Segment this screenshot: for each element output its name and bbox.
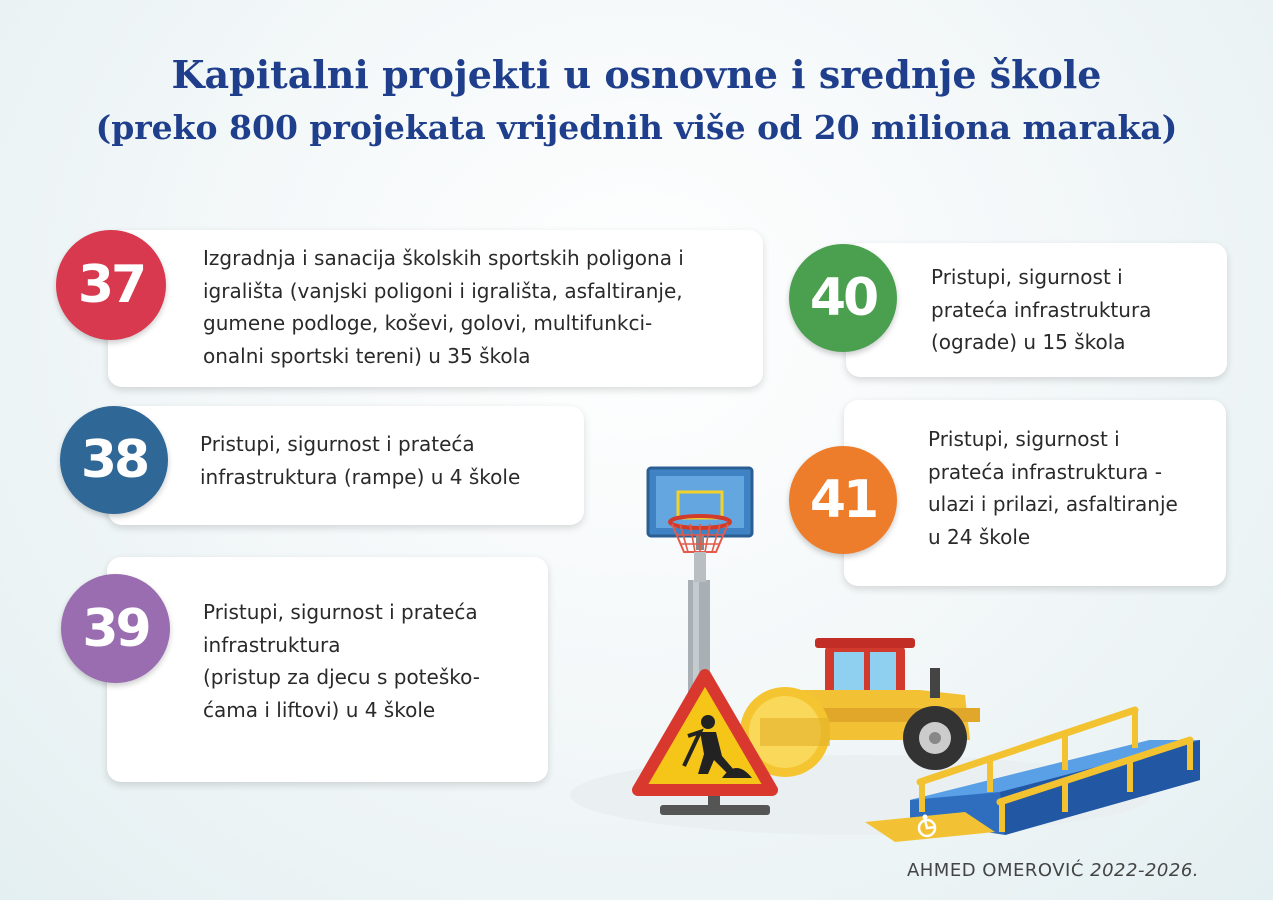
page-subtitle: (preko 800 projekata vrijednih više od 20 miliona maraka) [95, 108, 1178, 147]
page-title: Kapitalni projekti u osnovne i srednje škole [171, 52, 1102, 97]
project-text: Pristupi, sigurnost i prateća infrastruktura - ulazi i prilazi, asfaltiranje u 24 škole [928, 427, 1178, 549]
author-name: AHMED OMEROVIĆ [906, 860, 1084, 881]
project-card-39 [107, 557, 548, 782]
road-work-sign-icon [638, 675, 772, 815]
construction-illustration [560, 440, 1220, 850]
project-card-40 [846, 243, 1227, 377]
project-number-badge: 37 [56, 230, 166, 340]
project-number-badge: 38 [60, 406, 168, 514]
project-text: Izgradnja i sanacija školskih sportskih poligona i igrališta (vanjski poligoni i igrališta, asfaltiranje, gumene podloge, koševi, golovi, multifunkci- onalni sportski tereni) u 35 škola [203, 246, 684, 368]
project-card-37 [108, 230, 763, 387]
project-number-badge: 39 [61, 574, 170, 683]
project-text: Pristupi, sigurnost i prateća infrastruktura (pristup za djecu s poteško- ćama i liftovi) u 4 škole [203, 600, 480, 722]
author-credit [907, 860, 1199, 881]
project-text: Pristupi, sigurnost i prateća infrastruktura (ograde) u 15 škola [931, 265, 1152, 354]
mandate-years: 2022-2026. [1090, 860, 1199, 881]
project-number-badge: 40 [789, 244, 897, 352]
project-number-badge: 41 [789, 446, 897, 554]
project-card-38 [108, 406, 584, 525]
project-text: Pristupi, sigurnost i prateća infrastruktura (rampe) u 4 škole [200, 432, 521, 489]
